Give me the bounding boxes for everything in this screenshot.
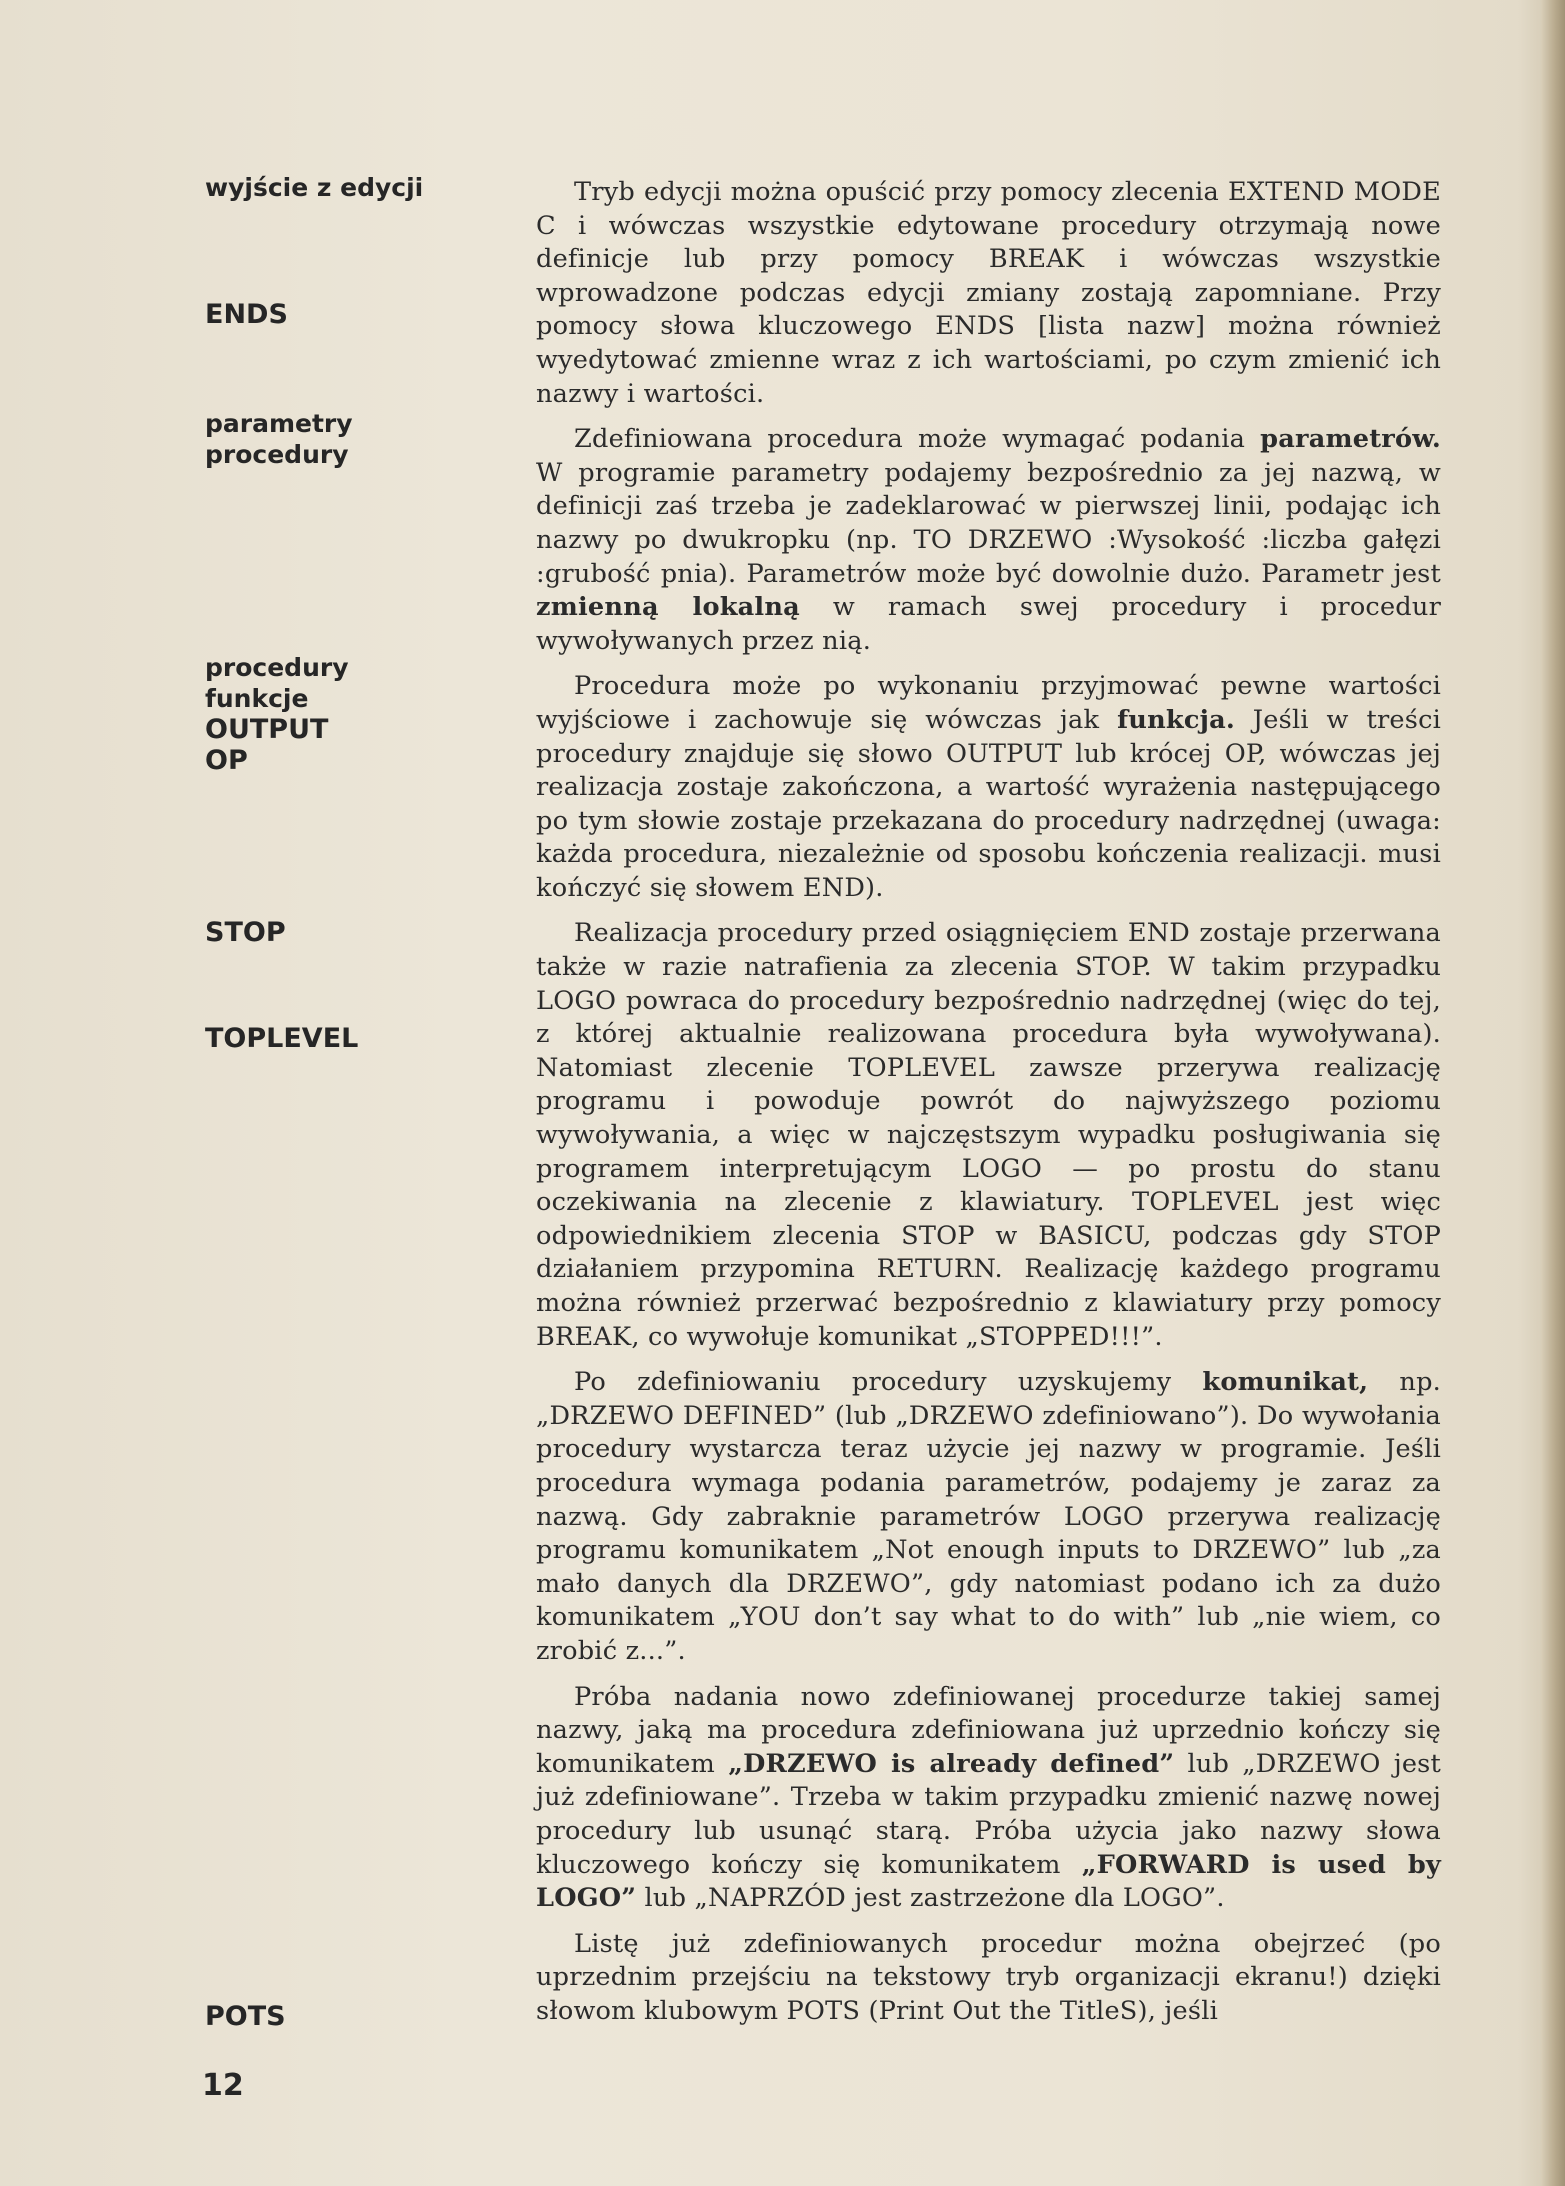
text-run: w ramach swej procedury i procedur wywoływanych przez nią. [536, 592, 1442, 656]
margin-label-edit-exit: wyjście z edycji [205, 173, 424, 202]
text-run: Jeśli w treści procedury znajduje się słowo OUTPUT lub krócej OP, wówczas jej realizacja zostaje zakończona, a wartość wyrażenia następującego po tym słowie zostaje przekazana do procedury nadrzędnej (uwaga: każda procedura, niezależnie od sposobu kończenia realizacji. musi kończyć się słowem END). [536, 704, 1442, 903]
bold-term: funkcja. [1117, 704, 1235, 735]
text-run: np. „DRZEWO DEFINED” (lub „DRZEWO zdefiniowano”). Do wywołania procedury wystarcza teraz użycie jej nazwy w programie. Jeśli procedura wymaga podania parametrów, podajemy je zaraz za nazwą. Gdy zabraknie parametrów LOGO przerywa realizację programu komunikatem „Not enough inputs to DRZEWO” lub „za mało danych dla DRZEWO”, gdy natomiast podano ich za dużo komunikatem „YOU don’t say what to do with” lub „nie wiem, co zrobić z...”. [536, 1367, 1441, 1666]
text-run: lub „NAPRZÓD jest zastrzeżone dla LOGO”. [636, 1883, 1225, 1914]
margin-label-line: procedury [205, 653, 349, 682]
margin-label-toplevel: TOPLEVEL [205, 1023, 359, 1054]
margin-label-line: parametry [205, 409, 353, 438]
paragraph [536, 670, 1441, 905]
paragraph [536, 1681, 1441, 1916]
margin-label-functions [205, 652, 349, 776]
text-run: Procedura może po wykonaniu przyjmować pewne wartości wyjściowe i zachowuje się wówczas jak [536, 671, 1441, 735]
text-run: Zdefiniowana procedura może wymagać podania [574, 424, 1261, 455]
text-run: lub „DRZEWO jest już zdefiniowane”. Trzeba w takim przypadku zmienić nazwę nowej procedury lub usunąć starą. Próba użycia jako nazwy słowa kluczowego kończy się komunikatem [536, 1748, 1441, 1880]
text-run: Realizacja procedury przed osiągnięciem END zostaje przerwana także w razie natrafienia za zlecenia STOP. W takim przypadku LOGO powraca do procedury bezpośrednio nadrzędnej (więc do tej, z której aktualnie realizowana procedura była wywoływana). Natomiast zlecenie TOPLEVEL zawsze przerywa realizację programu i powoduje powrót do najwyższego poziomu wywoływania, a więc w najczęstszym wypadku posługiwania się programem interpretującym LOGO — po prostu do stanu oczekiwania na zlecenie z klawiatury. TOPLEVEL jest więc odpowiednikiem zlecenia STOP w BASICU, podczas gdy STOP działaniem przypomina RETURN. Realizację każdego programu można również przerwać bezpośrednio z klawiatury przy pomocy BREAK, co wywołuje komunikat „STOPPED!!!”. [536, 918, 1441, 1352]
paragraph [536, 423, 1441, 658]
margin-label-line: procedury [205, 440, 349, 469]
bold-term: zmienną lokalną [536, 592, 800, 623]
margin-label-line: OUTPUT [205, 714, 329, 745]
text-run: W programie parametry podajemy bezpośrednio za jej nazwą, w definicji zaś trzeba je zadeklarować w pierwszej linii, podając ich nazwy po dwukropku (np. TO DRZEWO :Wysokość :liczba gałęzi :grubość pnia). Parametrów może być dowolnie dużo. Parametr jest [536, 457, 1441, 589]
text-run: Po zdefiniowaniu procedury uzyskujemy [574, 1367, 1203, 1398]
book-spine [1541, 0, 1565, 2186]
margin-label-line: OP [205, 745, 248, 776]
margin-label-parameters [205, 408, 353, 470]
text-run: Tryb edycji można opuścić przy pomocy zlecenia EXTEND MODE C i wówczas wszystkie edytowane procedury otrzymają nowe definicje lub przy pomocy BREAK i wówczas wszystkie wprowadzone podczas edycji zmiany zostają zapomniane. Przy pomocy słowa kluczowego ENDS [lista nazw] można również wyedytować zmienne wraz z ich wartościami, po czym zmienić ich nazwy i wartości. [536, 177, 1441, 409]
margin-label-pots: POTS [205, 2001, 286, 2032]
paragraph [536, 917, 1441, 1354]
bold-term: „FORWARD is used by LOGO” [536, 1849, 1441, 1914]
paragraph [536, 176, 1441, 411]
bold-term: komunikat, [1202, 1367, 1369, 1398]
body-text-column [536, 176, 1441, 2028]
paragraph [536, 1366, 1441, 1668]
text-run: Próba nadania nowo zdefiniowanej procedurze takiej samej nazwy, jaką ma procedura zdefiniowana już uprzednio kończy się komunikatem [536, 1681, 1441, 1779]
bold-term: „DRZEWO is already defined” [728, 1748, 1175, 1779]
margin-label-ends: ENDS [205, 299, 288, 330]
paragraph [536, 1928, 1441, 2029]
text-run: Listę już zdefiniowanych procedur można obejrzeć (po uprzednim przejściu na tekstowy tryb organizacji ekranu!) dzięki słowom klubowym POTS (Print Out the TitleS), jeśli [536, 1928, 1441, 2026]
bold-term: parametrów. [1260, 424, 1441, 455]
margin-label-line: funkcje [205, 684, 309, 713]
page-number: 12 [202, 2068, 244, 2103]
margin-label-stop: STOP [205, 917, 286, 948]
